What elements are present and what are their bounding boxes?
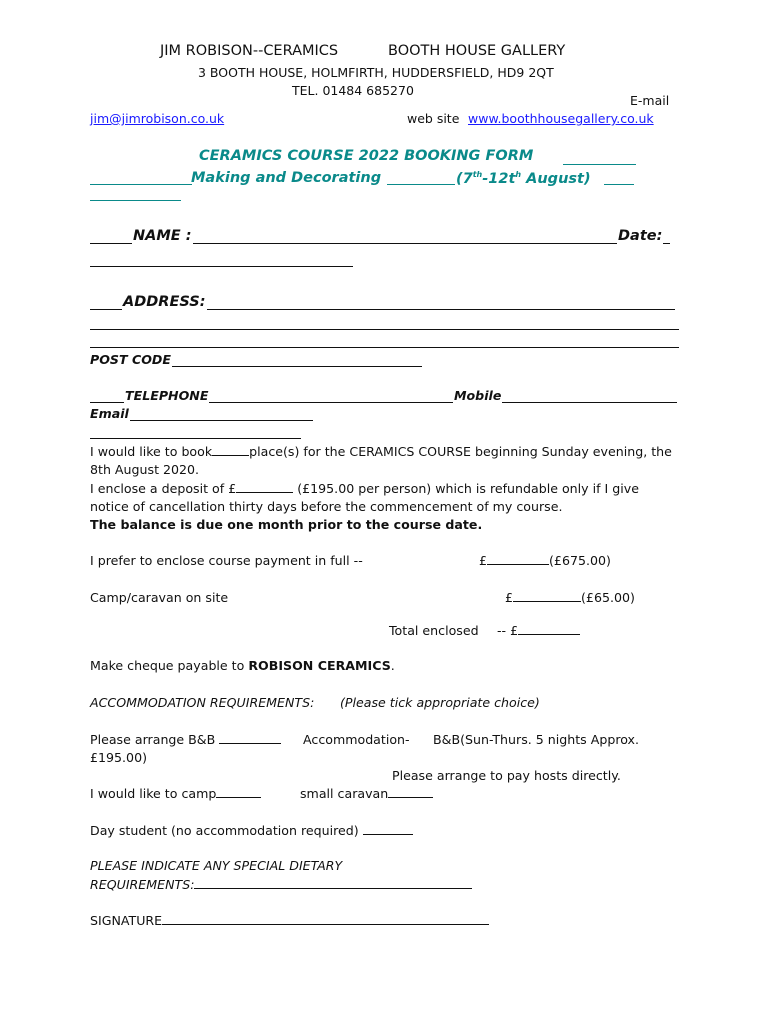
accommodation-hint: (Please tick appropriate choice)	[340, 695, 540, 710]
signature-label: SIGNATURE	[90, 913, 163, 928]
date-month: August)	[521, 170, 591, 187]
name-label-text: NAME :	[133, 228, 192, 244]
postcode-label-text: POST CODE	[90, 352, 171, 367]
accommodation-heading: ACCOMMODATION REQUIREMENTS:	[90, 695, 315, 710]
date-start: (7	[456, 170, 473, 187]
booking-places-text: place(s) for the CERAMICS COURSE beginning Sunday evening, the	[249, 444, 672, 459]
email-field-line-2[interactable]	[90, 438, 301, 439]
camp-site-label: Camp/caravan on site	[90, 590, 229, 605]
full-payment-field	[479, 552, 611, 570]
bb-detail: B&B(Sun-Thurs. 5 nights Approx.	[433, 732, 640, 747]
email-label: E-mail	[630, 93, 670, 108]
gallery-name: BOOTH HOUSE GALLERY	[388, 43, 566, 59]
website-link[interactable]: www.boothhousegallery.co.uk	[468, 111, 654, 126]
cheque-instruction	[90, 657, 395, 675]
telephone-label	[124, 388, 209, 403]
caravan-blank[interactable]	[388, 785, 433, 798]
deposit-text: (£195.00 per person) which is refundable only if I give	[293, 481, 639, 496]
camp-pound: £	[505, 590, 514, 605]
caravan-option	[300, 785, 433, 803]
date-suffix: h	[515, 170, 522, 179]
signature-blank[interactable]	[162, 912, 489, 925]
course-start-date: 8th August 2020.	[90, 462, 200, 477]
title-rule	[387, 184, 455, 185]
title-rule	[563, 164, 636, 165]
date-end: -12t	[482, 170, 516, 187]
camp-option	[90, 785, 261, 803]
website-label: web site	[407, 111, 460, 126]
dietary-blank[interactable]	[194, 876, 472, 889]
cancellation-notice: notice of cancellation thirty days before the commencement of my course.	[90, 499, 563, 514]
full-payment-amount: (£675.00)	[549, 553, 611, 568]
date-label-text: Date:	[618, 228, 663, 244]
address-field-line-3[interactable]	[90, 347, 679, 348]
cheque-text: Make cheque payable to	[90, 658, 249, 673]
dietary-label: REQUIREMENTS:	[90, 877, 195, 892]
address-field-line-2[interactable]	[90, 329, 679, 330]
camp-option-text: I would like to camp	[90, 786, 217, 801]
telephone-label-text: TELEPHONE	[125, 388, 209, 403]
day-student-option	[90, 822, 413, 840]
mobile-label-text: Mobile	[454, 388, 502, 403]
business-name: JIM ROBISON--CERAMICS	[160, 43, 339, 59]
camp-option-blank[interactable]	[216, 785, 261, 798]
total-field	[497, 622, 580, 640]
date-label	[617, 228, 663, 244]
total-label: Total enclosed	[389, 623, 479, 638]
bb-blank[interactable]	[219, 731, 281, 744]
business-address: 3 BOOTH HOUSE, HOLMFIRTH, HUDDERSFIELD, HD9 2QT	[198, 65, 554, 80]
signature-field	[90, 912, 489, 930]
places-blank[interactable]	[212, 443, 249, 456]
cheque-text: .	[390, 658, 395, 673]
bb-option	[90, 731, 281, 749]
title-rule	[90, 184, 192, 185]
course-dates	[456, 170, 591, 187]
email-field-label-text: Email	[90, 406, 129, 421]
camp-site-field	[505, 589, 635, 607]
form-title: CERAMICS COURSE 2022 BOOKING FORM	[199, 148, 534, 164]
dietary-heading: PLEASE INDICATE ANY SPECIAL DIETARY	[90, 858, 343, 873]
date-suffix: th	[472, 170, 483, 179]
full-payment-pound: £	[479, 553, 488, 568]
address-label-text: ADDRESS:	[123, 294, 206, 310]
title-rule	[604, 184, 634, 185]
title-rule	[90, 200, 181, 201]
deposit-blank[interactable]	[236, 480, 293, 493]
bb-option-text: Please arrange B&B	[90, 732, 216, 747]
total-blank[interactable]	[518, 622, 580, 635]
postcode-label	[90, 352, 172, 367]
day-student-blank[interactable]	[363, 822, 413, 835]
bb-price: £195.00)	[90, 750, 147, 765]
booking-places-text: I would like to book	[90, 444, 213, 459]
email-link[interactable]: jim@jimrobison.co.uk	[90, 111, 225, 126]
address-label	[122, 294, 207, 310]
camp-blank[interactable]	[513, 589, 581, 602]
name-label	[132, 228, 193, 244]
email-field-label	[90, 406, 130, 421]
dietary-field	[90, 876, 472, 894]
mobile-label	[453, 388, 502, 403]
deposit-text: I enclose a deposit of £	[90, 481, 237, 496]
booking-places	[90, 443, 672, 461]
hosts-note: Please arrange to pay hosts directly.	[392, 768, 621, 783]
cheque-payee: ROBISON CERAMICS	[248, 658, 391, 673]
name-field-line-2[interactable]	[90, 266, 353, 267]
business-telephone: TEL. 01484 685270	[292, 83, 414, 98]
total-pound: -- £	[497, 623, 519, 638]
deposit-line	[90, 480, 639, 498]
bb-accommodation-label: Accommodation-	[303, 732, 410, 747]
camp-amount: (£65.00)	[581, 590, 635, 605]
full-payment-blank[interactable]	[487, 552, 549, 565]
caravan-option-text: small caravan	[300, 786, 389, 801]
full-payment-label: I prefer to enclose course payment in full --	[90, 553, 363, 568]
course-subtitle: Making and Decorating	[191, 170, 382, 186]
day-student-text: Day student (no accommodation required)	[90, 823, 359, 838]
balance-notice: The balance is due one month prior to the course date.	[90, 517, 483, 532]
